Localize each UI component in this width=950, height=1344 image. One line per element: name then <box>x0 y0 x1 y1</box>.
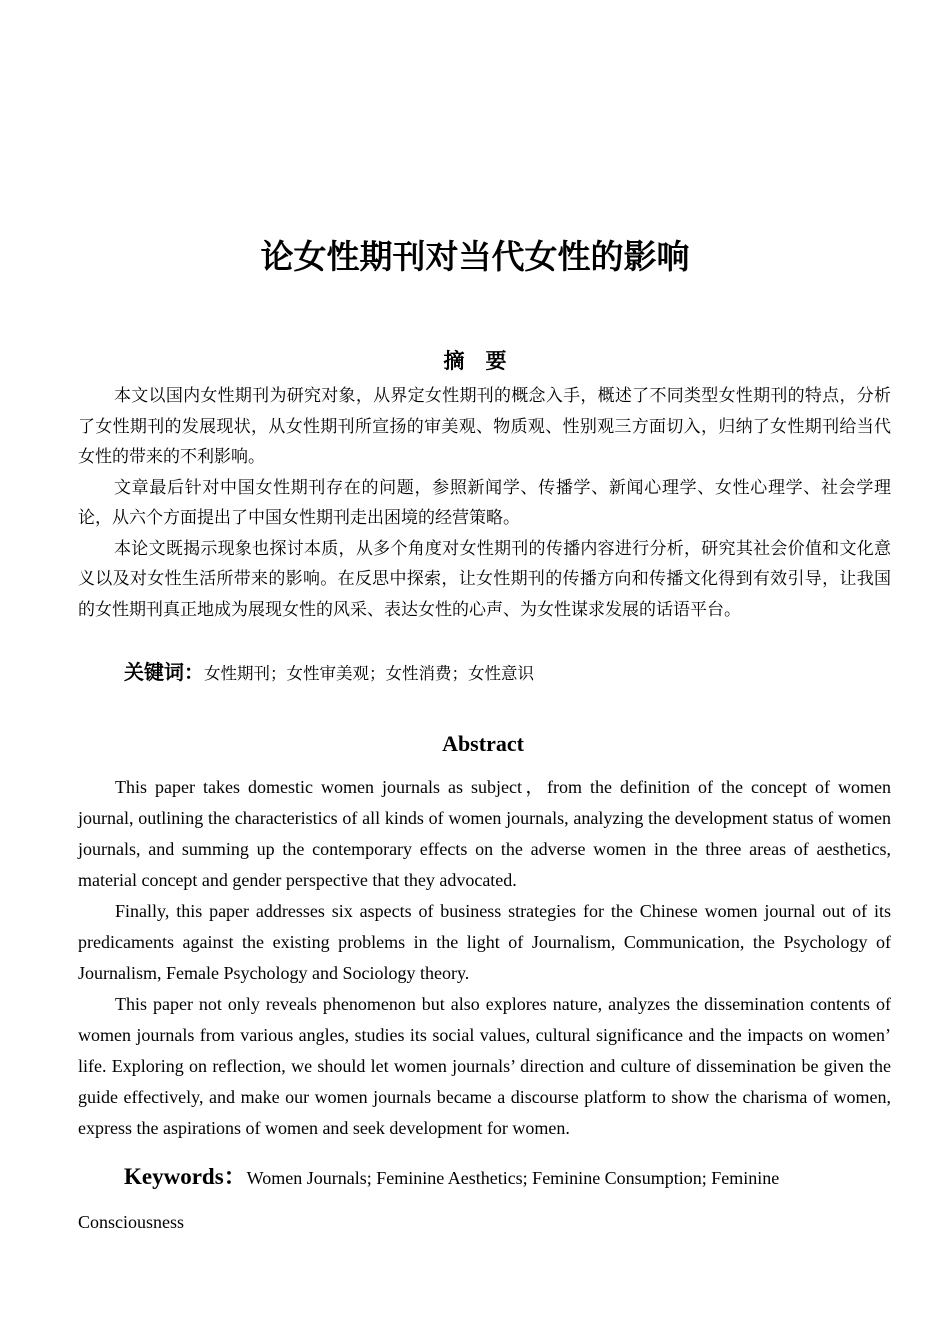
chinese-abstract-paragraph: 本文以国内女性期刊为研究对象，从界定女性期刊的概念入手，概述了不同类型女性期刊的特点，分析了女性期刊的发展现状，从女性期刊所宣扬的审美观、物质观、性别观三方面切入，归纳了女性期刊给当代女性的带来的不利影响。 <box>78 386 891 467</box>
chinese-keywords-text: 女性期刊；女性审美观；女性消费；女性意识 <box>204 664 534 683</box>
english-abstract-paragraph: This paper not only reveals phenomenon but also explores nature, analyzes the dissemination contents of women journals from various angles, studies its social values, cultural significance and the impacts on women’ life. Exploring on reflection, we should let women journals’ direction and culture of dissemination be given the guide effectively, and make our women journals became a discourse platform to show the charisma of women, express the aspirations of women and seek development for women. <box>78 994 891 1138</box>
paper-title: 论女性期刊对当代女性的影响 <box>260 237 690 276</box>
chinese-abstract-paragraph: 本论文既揭示现象也探讨本质，从多个角度对女性期刊的传播内容进行分析，研究其社会价值和文化意义以及对女性生活所带来的影响。在反思中探索，让女性期刊的传播方向和传播文化得到有效引导，让我国的女性期刊真正地成为展现女性的风采、表达女性的心声、为女性谋求发展的话语平台。 <box>78 538 891 620</box>
english-abstract-paragraph: This paper takes domestic women journals as subject，from the definition of the concept of women journal, outlining the characteristics of all kinds of women journals, analyzing the development status of women journals, and summing up the contemporary effects on the adverse women in the three areas of aesthetics, material concept and gender perspective that they advocated. <box>78 777 891 890</box>
chinese-keywords <box>124 657 884 689</box>
chinese-keywords-label: 关键词： <box>124 660 204 684</box>
chinese-abstract-paragraph: 文章最后针对中国女性期刊存在的问题，参照新闻学、传播学、新闻心理学、女性心理学、社会学理论，从六个方面提出了中国女性期刊走出困境的经营策略。 <box>78 477 891 528</box>
chinese-abstract-body <box>78 381 891 625</box>
english-abstract-paragraph: Finally, this paper addresses six aspects of business strategies for the Chinese women journal out of its predicaments against the existing problems in the light of Journalism, Communication, the Psychology of Journalism, Female Psychology and Sociology theory. <box>78 901 891 983</box>
english-keywords-text: Women Journals; Feminine Aesthetics; Feminine Consumption; Feminine Consciousness <box>78 1168 780 1232</box>
english-abstract-body <box>78 772 891 1144</box>
english-keywords-label: Keywords： <box>124 1164 247 1189</box>
chinese-abstract-heading: 摘 要 <box>443 349 507 373</box>
english-keywords <box>78 1155 891 1245</box>
english-abstract-heading: Abstract <box>442 731 524 756</box>
